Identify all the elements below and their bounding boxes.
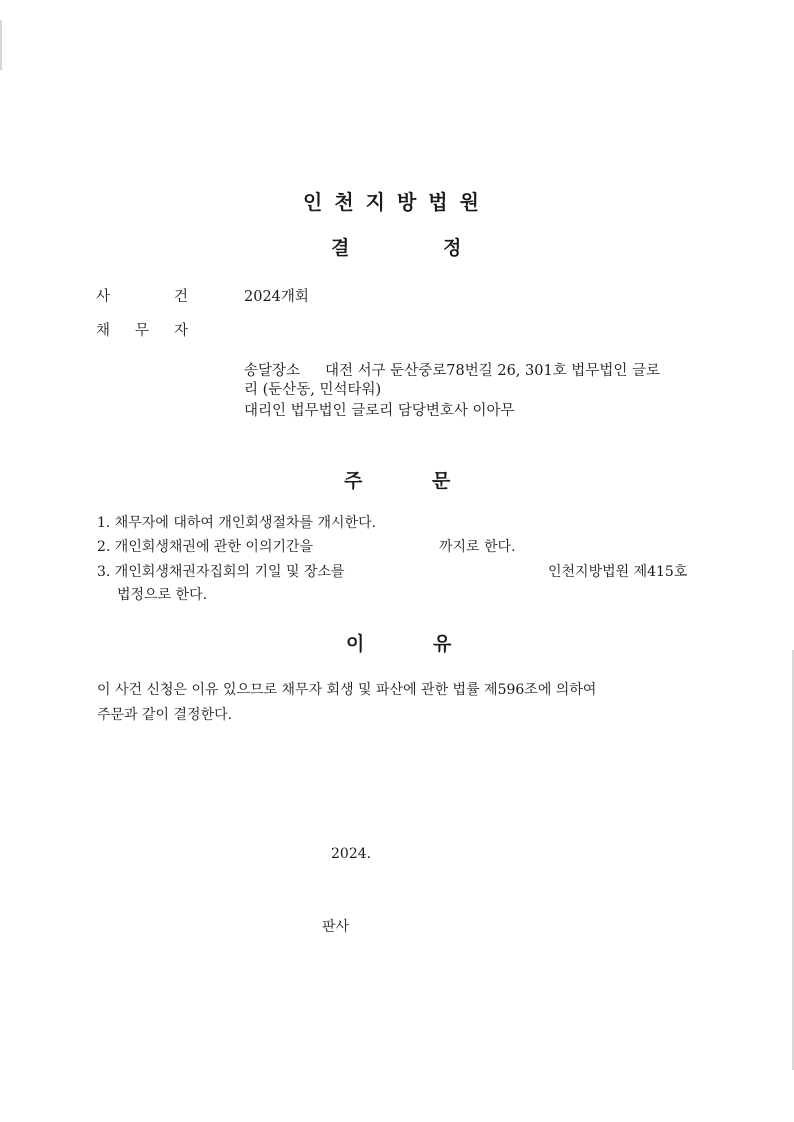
- court-name: 인천지방법원: [303, 190, 491, 214]
- debtor-label-1: 채: [96, 323, 111, 339]
- doc-title-left: 결: [331, 237, 350, 259]
- judge-label: 판사: [322, 919, 350, 935]
- case-number: 2024개회: [244, 289, 309, 305]
- order-item-3-place: 인천지방법원 제415호: [548, 564, 688, 580]
- service-address-label: 송달장소: [244, 363, 301, 379]
- order-heading-right: 문: [432, 470, 451, 492]
- case-label-1: 사: [96, 289, 111, 305]
- scan-edge-left: [0, 20, 2, 70]
- case-label-2: 건: [174, 289, 189, 305]
- doc-title-right: 정: [443, 237, 462, 259]
- debtor-label-3: 자: [174, 323, 189, 339]
- decision-date: 2024.: [331, 846, 372, 862]
- debtor-label-2: 무: [135, 323, 150, 339]
- reason-text-line1: 이 사건 신청은 이유 있으므로 채무자 회생 및 파산에 관한 법률 제596조에 의하여: [97, 682, 597, 698]
- reason-heading-right: 유: [433, 633, 452, 655]
- order-item-2-deadline: 까지로 한다.: [439, 539, 516, 555]
- order-heading-left: 주: [344, 470, 363, 492]
- order-item-1: 1. 채무자에 대하여 개인회생절차를 개시한다.: [97, 515, 377, 531]
- order-item-3-cont: 법정으로 한다.: [117, 587, 208, 603]
- service-address-value: 대전 서구 둔산중로78번길 26, 301호 법무법인 글로: [325, 363, 660, 379]
- order-item-3: 3. 개인회생채권자집회의 기일 및 장소를: [97, 564, 345, 580]
- reason-heading-left: 이: [346, 633, 365, 655]
- order-item-2: 2. 개인회생채권에 관한 이의기간을: [97, 539, 314, 555]
- reason-text-line2: 주문과 같이 결정한다.: [97, 707, 233, 723]
- service-address-line2: 리 (둔산동, 민석타워): [244, 382, 382, 398]
- attorney-line: 대리인 법무법인 글로리 담당변호사 이아무: [244, 403, 515, 419]
